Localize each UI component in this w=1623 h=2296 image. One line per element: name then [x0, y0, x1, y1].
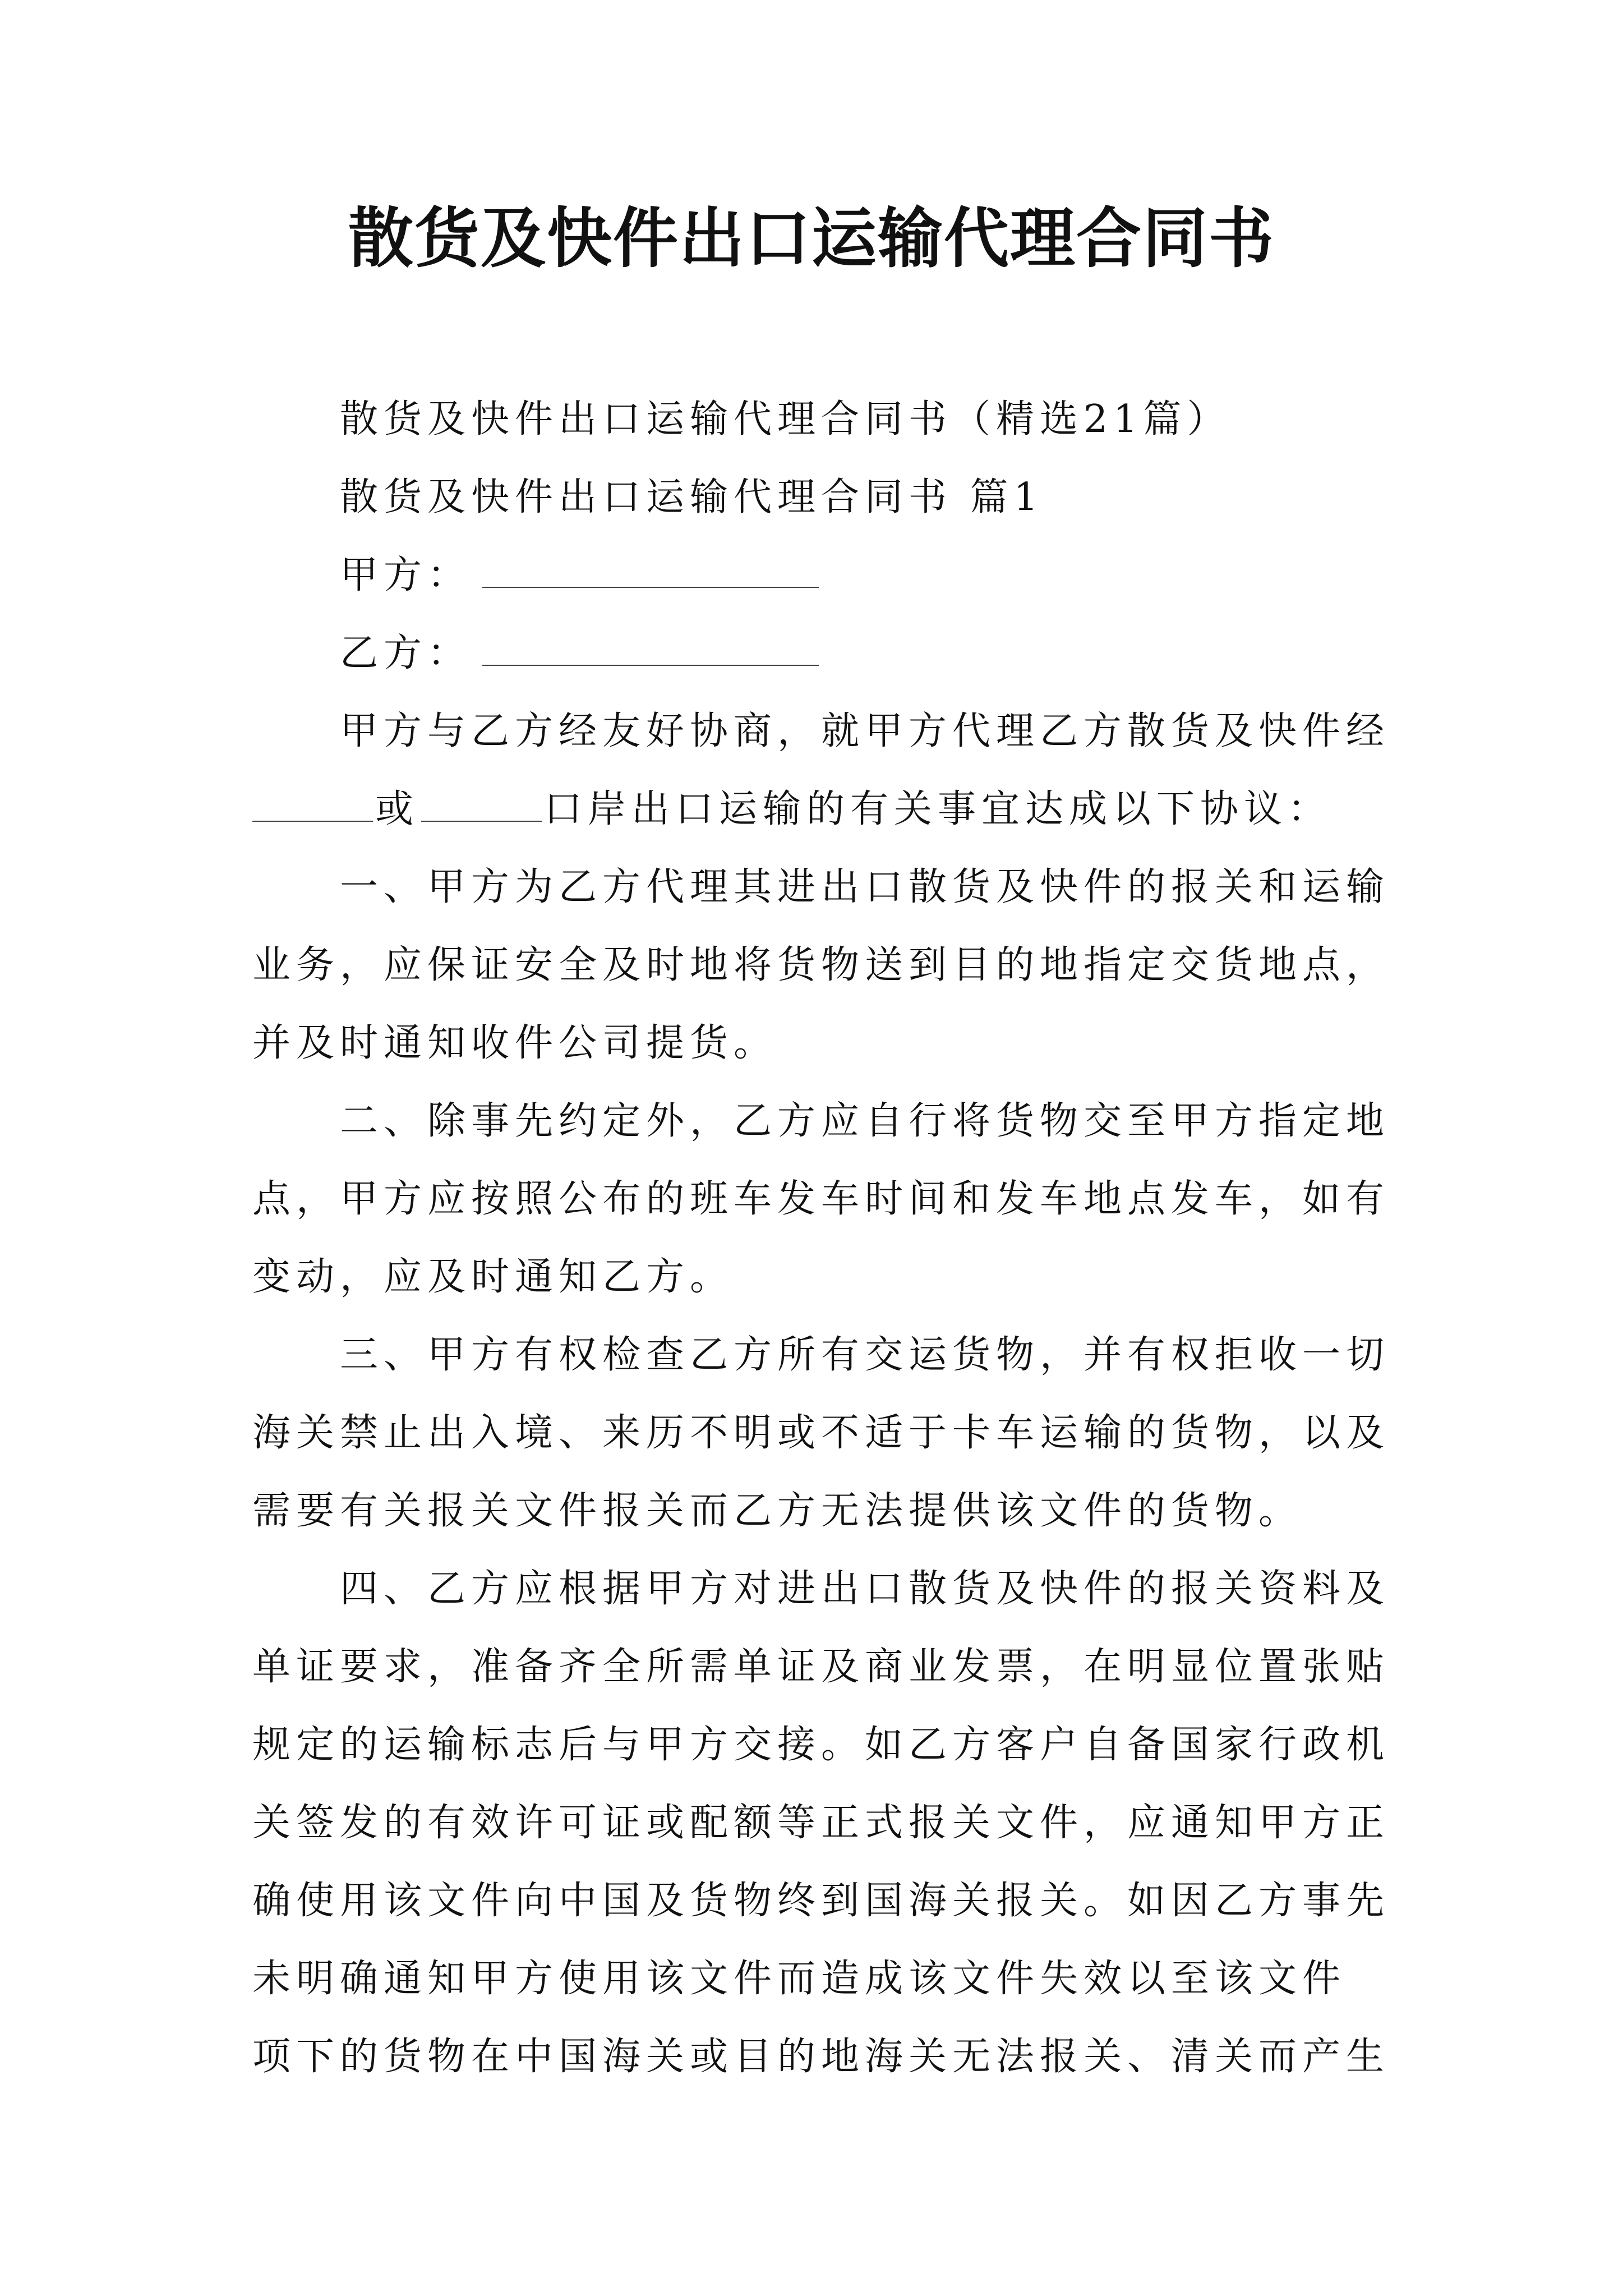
- intro-line-2: [252, 770, 1385, 848]
- party-a-label: 甲方：: [340, 553, 472, 597]
- clause-2-line: 二、除事先约定外，乙方应自行将货物交至甲方指定地: [340, 1099, 1390, 1143]
- port-blank-2: [421, 788, 542, 822]
- clause-4-line: 未明确通知甲方使用该文件而造成该文件失效以至该文件: [252, 1957, 1347, 2001]
- clause-4-line: 关签发的有效许可证或配额等正式报关文件，应通知甲方正: [252, 1801, 1390, 1845]
- section-heading: 散货及快件出口运输代理合同书 篇1: [340, 475, 1044, 519]
- intro-or: 或: [375, 787, 419, 831]
- document-body: [252, 380, 1390, 2096]
- clause-3-line: 三、甲方有权检查乙方所有交运货物，并有权拒收一切: [340, 1333, 1390, 1377]
- clause-4-line: 单证要求，准备齐全所需单证及商业发票，在明显位置张贴: [252, 1645, 1390, 1689]
- clause-4-line: 四、乙方应根据甲方对进出口散货及快件的报关资料及: [340, 1567, 1390, 1611]
- party-a-line: [252, 536, 1385, 614]
- port-blank-1: [252, 788, 373, 822]
- clause-4-line: 项下的货物在中国海关或目的地海关无法报关、清关而产生: [252, 2035, 1390, 2079]
- clause-2-line: 变动，应及时通知乙方。: [252, 1255, 734, 1299]
- party-a-blank: [482, 554, 819, 588]
- clause-1-line: 并及时通知收件公司提货。: [252, 1021, 778, 1065]
- clause-3-line: 需要有关报关文件报关而乙方无法提供该文件的货物。: [252, 1489, 1303, 1533]
- intro-line-2-text: 口岸出口运输的有关事宜达成以下协议：: [544, 787, 1332, 831]
- party-b-blank: [482, 632, 819, 666]
- intro-line-1: 甲方与乙方经友好协商，就甲方代理乙方散货及快件经: [340, 709, 1390, 753]
- clause-1-line: 业务，应保证安全及时地将货物送到目的地指定交货地点，: [252, 943, 1390, 987]
- party-b-line: [252, 614, 1385, 692]
- clause-3-line: 海关禁止出入境、来历不明或不适于卡车运输的货物，以及: [252, 1411, 1390, 1455]
- party-b-label: 乙方：: [340, 631, 472, 675]
- clause-1-line: 一、甲方为乙方代理其进出口散货及快件的报关和运输: [340, 865, 1390, 909]
- document-title: 散货及快件出口运输代理合同书: [348, 200, 1275, 277]
- clause-4-line: 规定的运输标志后与甲方交接。如乙方客户自备国家行政机: [252, 1723, 1390, 1767]
- clause-2-line: 点，甲方应按照公布的班车发车时间和发车地点发车，如有: [252, 1177, 1390, 1221]
- clause-4-line: 确使用该文件向中国及货物终到国海关报关。如因乙方事先: [252, 1879, 1390, 1923]
- document-subtitle: 散货及快件出口运输代理合同书（精选21篇）: [340, 397, 1231, 441]
